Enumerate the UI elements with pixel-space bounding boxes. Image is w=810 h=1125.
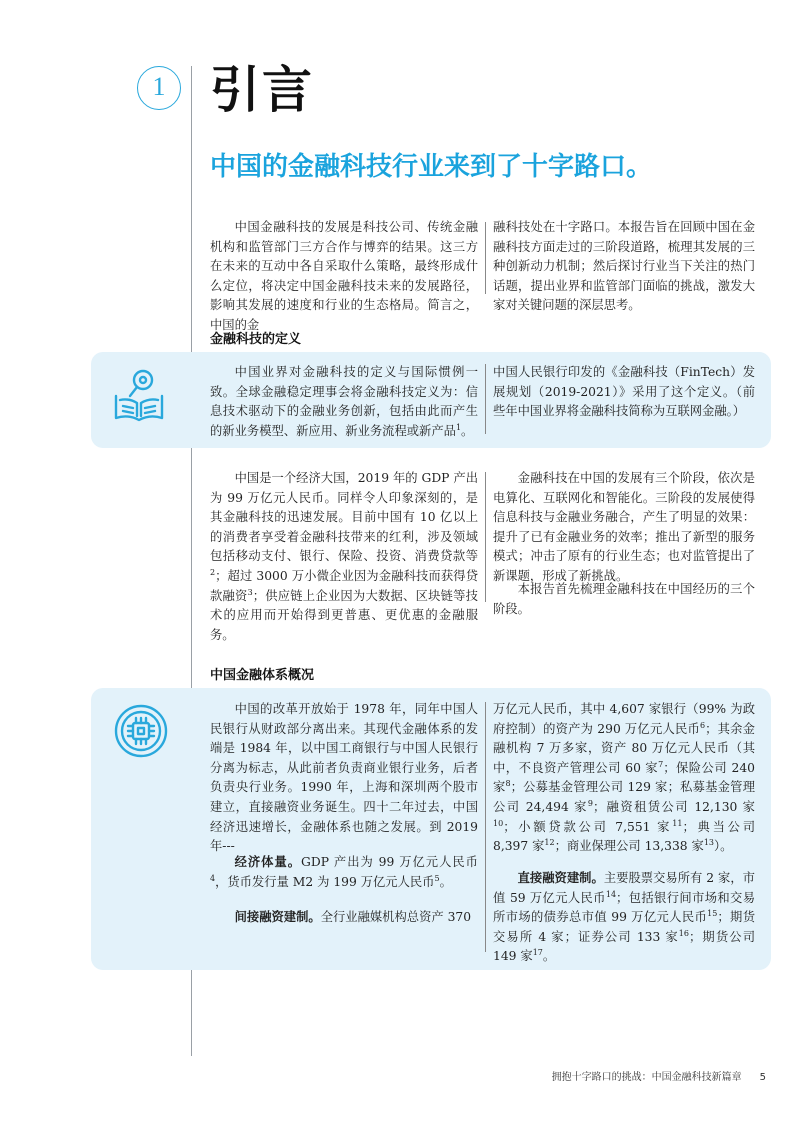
box-divider	[485, 364, 486, 434]
direct-finance-label: 直接融资建制。	[517, 871, 604, 885]
chapter-number: 1	[152, 72, 166, 101]
reform-paragraph: 中国的改革开放始于 1978 年，同年中国人民银行从财政部分离出来。其现代金融体系的发端是 1984 年，以中国工商银行与中国人民银行分离为标志，从此前者负责商业银行业务，后者负责央行业务。1990 年，上海和深圳两个股市建立，直接融资业务诞生。四十二年过去，中国经济迅速增长，金融体系也随之发展。到 2019 年---	[210, 702, 478, 854]
column-divider	[485, 472, 486, 602]
chapter-subtitle: 中国的金融科技行业来到了十字路口。	[210, 152, 653, 182]
economic-scale-paragraph: 经济体量。GDP 产出为 99 万亿元人民币$^4$，货币发行量 M2 为 199 万亿元人民币$^5$。	[210, 855, 478, 889]
stages-paragraph-2: 本报告首先梳理金融科技在中国经历的三个阶段。	[493, 582, 755, 616]
indirect-finance-label: 间接融资建制。	[234, 910, 321, 924]
coin-chip-icon	[113, 703, 169, 759]
stages-paragraph: 金融科技在中国的发展有三个阶段，依次是电算化、互联网化和智能化。三阶段的发展使得信息科技与金融业务融合，产生了明显的效果：提升了已有金融业务的效率；推出了新型的服务模式；冲击了原有的行业生态；也对监管提出了新课题，形成了新挑战。	[493, 471, 755, 583]
intro-left-paragraph: 中国金融科技的发展是科技公司、传统金融机构和监管部门三方合作与博弈的结果。这三方在未来的互动中各自采取什么策略，最终形成什么定位，将决定中国金融科技未来的发展路径，影响其发展的速度和行业的生态格局。简言之，中国的金	[210, 220, 478, 332]
intro-right-paragraph: 融科技处在十字路口。本报告旨在回顾中国在金融科技方面走过的三阶段道路，梳理其发展的三种创新动力机制；然后探讨行业当下关注的热门话题，提出业界和监管部门面临的挑战，激发大家对关键问题的深层思考。	[493, 220, 755, 313]
indirect-finance-continued: 万亿元人民币，其中 4,607 家银行（99% 为政府控制）的资产为 290 万亿元人民币$^6$；其余金融机构 7 万多家，资产 80 万亿元人民币（其中，不良资产管理公司 60 家$^7$；保险公司 240 家$^8$；公募基金管理公司 129 家；私募基金管理公司 24,494 家$^9$；融资租赁公司 12,130 家$^{10}$；小额贷款公司 7,551 家$^{11}$；典当公司 8,397 家$^{12}$；商业保理公司 13,338 家$^{13}$）。	[493, 702, 755, 854]
box-divider	[485, 702, 486, 952]
book-magnifier-icon	[110, 366, 168, 426]
direct-finance-paragraph: 直接融资建制。主要股票交易所有 2 家，市值 59 万亿元人民币$^{14}$；包括银行间市场和交易所市场的债券总市值 99 万亿元人民币$^{15}$；期货交易所 4 家；证券公司 133 家$^{16}$；期货公司 149 家$^{17}$。	[493, 871, 755, 964]
page-footer	[552, 1068, 766, 1083]
economy-paragraph: 中国是一个经济大国，2019 年的 GDP 产出为 99 万亿元人民币。同样令人印象深刻的，是其金融科技的迅速发展。目前中国有 10 亿以上的消费者享受着金融科技带来的红利，涉及领域包括移动支付、银行、保险、投资、消费贷款等$^2$；超过 3000 万小微企业因为金融科技而获得贷款融资$^3$；供应链上企业因为大数据、区块链等技术的应用而开始得到更普惠、更优惠的金融服务。	[210, 471, 478, 642]
page-number: 5	[759, 1072, 766, 1083]
definition-right-text: 中国人民银行印发的《金融科技（FinTech）发展规划（2019-2021）》采用了这个定义。（前些年中国业界将金融科技简称为互联网金融。）	[493, 365, 755, 419]
indirect-finance-paragraph: 间接融资建制。全行业融媒机构总资产 370	[234, 910, 472, 924]
section-heading-definition: 金融科技的定义	[210, 332, 302, 347]
footnote-ref: 1	[455, 422, 462, 432]
economic-scale-label: 经济体量。	[234, 855, 302, 869]
chapter-title: 引言	[210, 61, 314, 119]
definition-left-text: 中国业界对金融科技的定义与国际惯例一致。全球金融稳定理事会将金融科技定义为：信息技术驱动下的金融业务创新，包括由此而产生的新业务模型、新应用、新业务流程或新产品$^1$。	[210, 365, 478, 438]
footer-title: 拥抱十字路口的挑战：中国金融科技新篇章	[551, 1072, 742, 1083]
column-divider	[485, 222, 486, 294]
chapter-number-circle	[137, 66, 181, 110]
section-heading-financial-system: 中国金融体系概况	[210, 668, 315, 683]
